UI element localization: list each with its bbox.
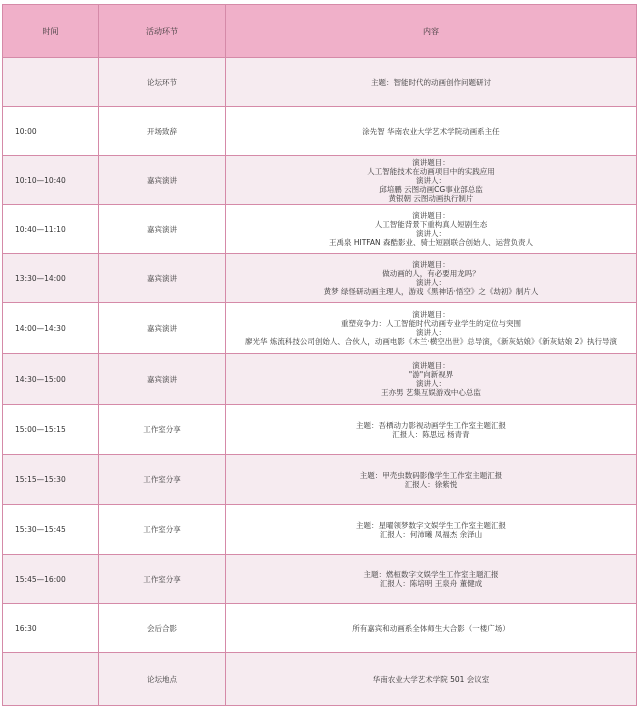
table-row — [3, 205, 637, 254]
cell-time: 14:00—14:30 — [3, 303, 99, 354]
content-line: 华南农业大学艺术学院 501 会议室 — [372, 674, 490, 684]
cell-time — [3, 58, 99, 107]
cell-segment: 工作室分享 — [99, 555, 226, 604]
cell-time: 10:00 — [3, 107, 99, 156]
header-row — [3, 5, 637, 58]
cell-time: 15:15—15:30 — [3, 455, 99, 505]
content-line: 汇报人：何沛曦 凤福杰 余泽山 — [379, 529, 483, 539]
content-line: 演讲题目： — [412, 211, 450, 220]
table-row — [3, 254, 637, 303]
header-time: 时间 — [3, 5, 99, 58]
cell-segment: 工作室分享 — [99, 505, 226, 555]
cell-segment: 论坛地点 — [99, 653, 226, 706]
table-row — [3, 107, 637, 156]
content-line: 黄银朝 云图动画执行制片 — [388, 193, 474, 203]
cell-content — [226, 354, 637, 405]
table-row — [3, 555, 637, 604]
content-line: 王禹泉 HITFAN 森酷影业、骑士短剧联合创始人、运营负责人 — [328, 238, 534, 247]
cell-segment: 嘉宾演讲 — [99, 303, 226, 354]
cell-segment: 嘉宾演讲 — [99, 354, 226, 405]
cell-content — [226, 653, 637, 706]
cell-segment: 开场致辞 — [99, 107, 226, 156]
content-line: 演讲题目： — [412, 157, 450, 167]
content-line: 演讲题目： — [412, 361, 450, 370]
cell-time: 15:45—16:00 — [3, 555, 99, 604]
content-line: 重塑竞争力：人工智能时代动画专业学生的定位与突围 — [341, 319, 521, 328]
table-row — [3, 303, 637, 354]
cell-time: 10:10—10:40 — [3, 156, 99, 205]
cell-content — [226, 254, 637, 303]
cell-segment: 工作室分享 — [99, 405, 226, 455]
cell-content — [226, 405, 637, 455]
cell-content — [226, 505, 637, 555]
cell-segment: 会后合影 — [99, 604, 226, 653]
content-line: 主题：星曜领梦数字文娱学生工作室主题汇报 — [356, 520, 506, 530]
content-line: 演讲人： — [416, 229, 446, 238]
content-line: 主题：燃桓数字文娱学生工作室主题汇报 — [363, 570, 499, 579]
content-line: 演讲人： — [416, 175, 446, 185]
content-line: 汇报人：陈思远 杨青青 — [392, 429, 470, 439]
cell-time: 14:30—15:00 — [3, 354, 99, 405]
content-line: 演讲人： — [416, 328, 446, 337]
table-row — [3, 505, 637, 555]
cell-segment: 工作室分享 — [99, 455, 226, 505]
table-row — [3, 653, 637, 706]
cell-time: 16:30 — [3, 604, 99, 653]
content-line: 主题：智能时代的动画创作问题研讨 — [371, 77, 491, 87]
table-row — [3, 604, 637, 653]
cell-content — [226, 555, 637, 604]
cell-content — [226, 604, 637, 653]
cell-segment: 嘉宾演讲 — [99, 156, 226, 205]
content-line: 主题：甲壳虫数码影像学生工作室主题汇报 — [359, 470, 503, 480]
table-row — [3, 58, 637, 107]
content-line: 汇报人：陈培明 王泉舟 董健成 — [379, 579, 483, 588]
table-row — [3, 156, 637, 205]
content-line: 所有嘉宾和动画系全体师生大合影（一楼广场） — [352, 623, 510, 633]
schedule-body — [3, 58, 637, 706]
content-line: 人工智能背景下重构真人短剧生态 — [374, 220, 488, 229]
cell-time: 13:30—14:00 — [3, 254, 99, 303]
cell-segment: 论坛环节 — [99, 58, 226, 107]
cell-time: 15:30—15:45 — [3, 505, 99, 555]
cell-content — [226, 156, 637, 205]
table-row — [3, 405, 637, 455]
table-row — [3, 354, 637, 405]
cell-time: 10:40—11:10 — [3, 205, 99, 254]
content-line: 邱培鹏 云图动画CG事业部总监 — [379, 184, 483, 194]
cell-content — [226, 455, 637, 505]
content-line: "游"向新视界 — [408, 370, 454, 379]
cell-segment: 嘉宾演讲 — [99, 205, 226, 254]
content-line: 黄梦 绿怪研动画主理人，游戏《黑神话·悟空》之《劫初》制片人 — [323, 287, 539, 296]
cell-content — [226, 303, 637, 354]
table-row — [3, 455, 637, 505]
content-line: 廖光华 炼流科技公司创始人、合伙人，动画电影《木兰·横空出世》总导演，《新灰姑娘》《新灰姑娘 2》执行导演 — [245, 337, 617, 346]
cell-time: 15:00—15:15 — [3, 405, 99, 455]
content-line: 王亦男 艺集互娱游戏中心总监 — [381, 388, 481, 397]
content-line: 主题：吾栖动力影视动画学生工作室主题汇报 — [356, 420, 506, 430]
schedule-container — [2, 4, 636, 706]
content-line: 演讲题目： — [412, 310, 450, 319]
schedule-table — [2, 4, 637, 706]
content-line: 演讲题目： — [412, 260, 450, 269]
content-line: 人工智能技术在动画项目中的实践应用 — [367, 166, 495, 176]
cell-time — [3, 653, 99, 706]
cell-content — [226, 205, 637, 254]
content-line: 做动画的人，有必要用龙吗？ — [382, 269, 480, 278]
content-line: 涂先智 华南农业大学艺术学院动画系主任 — [362, 126, 500, 136]
content-line: 汇报人：徐紫悦 — [404, 479, 458, 489]
header-content: 内容 — [226, 5, 637, 58]
content-line: 演讲人： — [416, 278, 446, 287]
cell-segment: 嘉宾演讲 — [99, 254, 226, 303]
content-line: 演讲人： — [416, 379, 446, 388]
cell-content — [226, 58, 637, 107]
cell-content — [226, 107, 637, 156]
header-segment: 活动环节 — [99, 5, 226, 58]
